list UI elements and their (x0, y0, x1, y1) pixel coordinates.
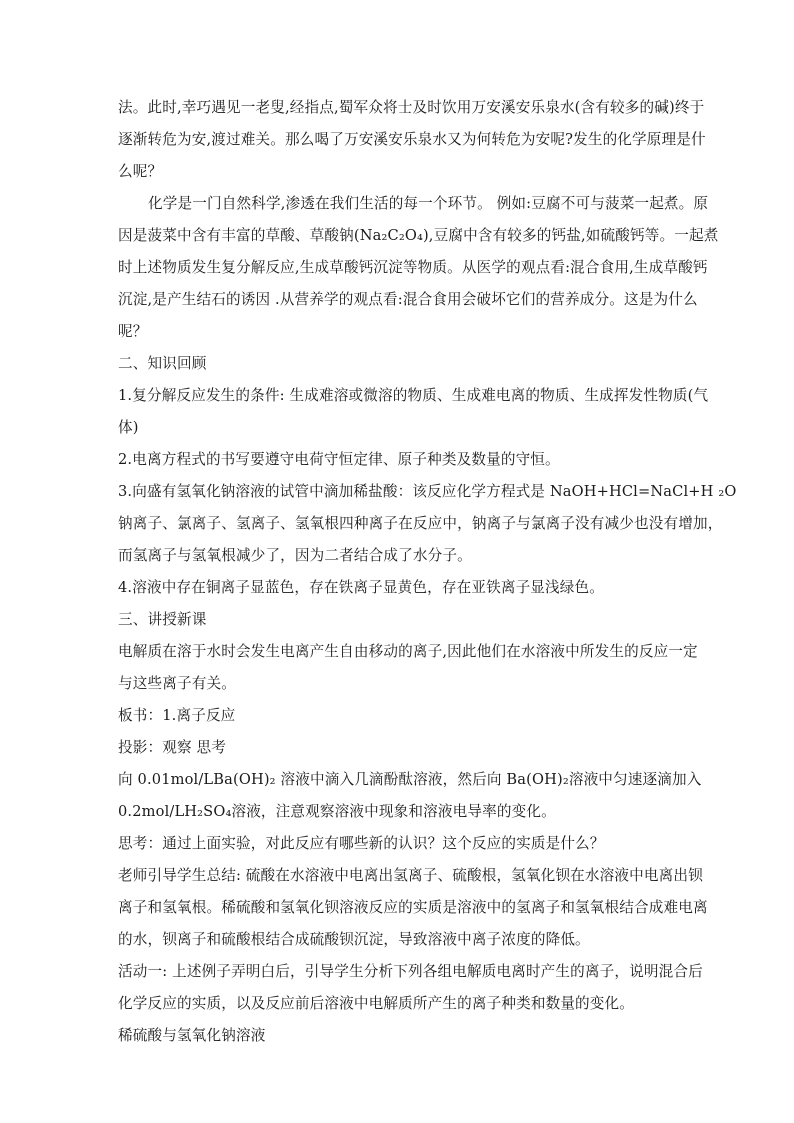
body-text-line: 法。此时,幸巧遇见一老叟,经指点,蜀军众将士及时饮用万安溪安乐泉水(含有较多的碱)终于 (118, 99, 705, 116)
body-text-line: 逐渐转危为安,渡过难关。那么喝了万安溪安乐泉水又为何转危为安呢?发生的化学原理是什 (118, 131, 706, 148)
body-text-line: 化学反应的实质，以及反应前后溶液中电解质所产生的离子种类和数量的变化。 (118, 995, 635, 1012)
body-text-line: 板书：1.离子反应 (118, 707, 236, 724)
body-text-line: 2.电离方程式的书写要遵守电荷守恒定律、原子种类及数量的守恒。 (118, 451, 560, 468)
body-text-line: 时上述物质发生复分解反应,生成草酸钙沉淀等物质。从医学的观点看:混合食用,生成草酸钙 (118, 259, 708, 276)
body-text-line: 与这些离子有关。 (118, 675, 236, 692)
body-text-line: 么呢？ (118, 163, 163, 180)
body-text-line: 的水，钡离子和硫酸根结合成硫酸钡沉淀，导致溶液中离子浓度的降低。 (118, 931, 590, 948)
section-heading: 二、知识回顾 (118, 355, 207, 372)
body-text-line: 老师引导学生总结: 硫酸在水溶液中电离出氢离子、硫酸根，氢氧化钡在水溶液中电离出钡 (118, 867, 703, 884)
section-heading: 三、讲授新课 (118, 611, 207, 628)
body-text-line: 投影：观察 思考 (118, 739, 226, 756)
body-text-line: 电解质在溶于水时会发生电离产生自由移动的离子,因此他们在水溶液中所发生的反应一定 (118, 643, 698, 660)
body-text-line: 因是菠菜中含有丰富的草酸、草酸钠(Na₂C₂O₄),豆腐中含有较多的钙盐,如硫酸钙等。一起煮 (118, 227, 719, 244)
body-text-line: 0.2mol/LH₂SO₄溶液，注意观察溶液中现象和溶液电导率的变化。 (118, 803, 556, 820)
body-text-line: 向 0.01mol/LBa(OH)₂ 溶液中滴入几滴酚酞溶液，然后向 Ba(OH)₂溶液中匀速逐滴加入 (118, 771, 702, 788)
body-text-line: 稀硫酸与氢氧化钠溶液 (118, 1027, 266, 1044)
body-text-line: 1.复分解反应发生的条件: 生成难溶或微溶的物质、生成难电离的物质、生成挥发性物质(气 (118, 387, 709, 404)
body-text-line: 钠离子、氯离子、氢离子、氢氧根四种离子在反应中，钠离子与氯离子没有减少也没有增加， (118, 515, 723, 532)
paragraph-first-line: 化学是一门自然科学,渗透在我们生活的每一个环节。 例如:豆腐不可与菠菜一起煮。原 (148, 195, 709, 212)
body-text-line: 而氢离子与氢氧根减少了，因为二者结合成了水分子。 (118, 547, 472, 564)
body-text-line: 体) (118, 419, 139, 436)
body-text-line: 呢？ (118, 323, 148, 340)
body-text-line: 沉淀,是产生结石的诱因 .从营养学的观点看:混合食用会破坏它们的营养成分。这是为什么 (118, 291, 698, 308)
body-text-line: 活动一: 上述例子弄明白后，引导学生分析下列各组电解质电离时产生的离子，说明混合后 (118, 963, 703, 980)
body-text-line: 思考：通过上面实验，对此反应有哪些新的认识？这个反应的实质是什么？ (118, 835, 605, 852)
body-text-line: 离子和氢氧根。稀硫酸和氢氧化钡溶液反应的实质是溶液中的氢离子和氢氧根结合成难电离 (118, 899, 708, 916)
body-text-line: 4.溶液中存在铜离子显蓝色，存在铁离子显黄色，存在亚铁离子显浅绿色。 (118, 579, 605, 596)
body-text-line: 3.向盛有氢氧化钠溶液的试管中滴加稀盐酸：该反应化学方程式是 NaOH+HCl=NaCl+H ₂O (118, 483, 737, 500)
